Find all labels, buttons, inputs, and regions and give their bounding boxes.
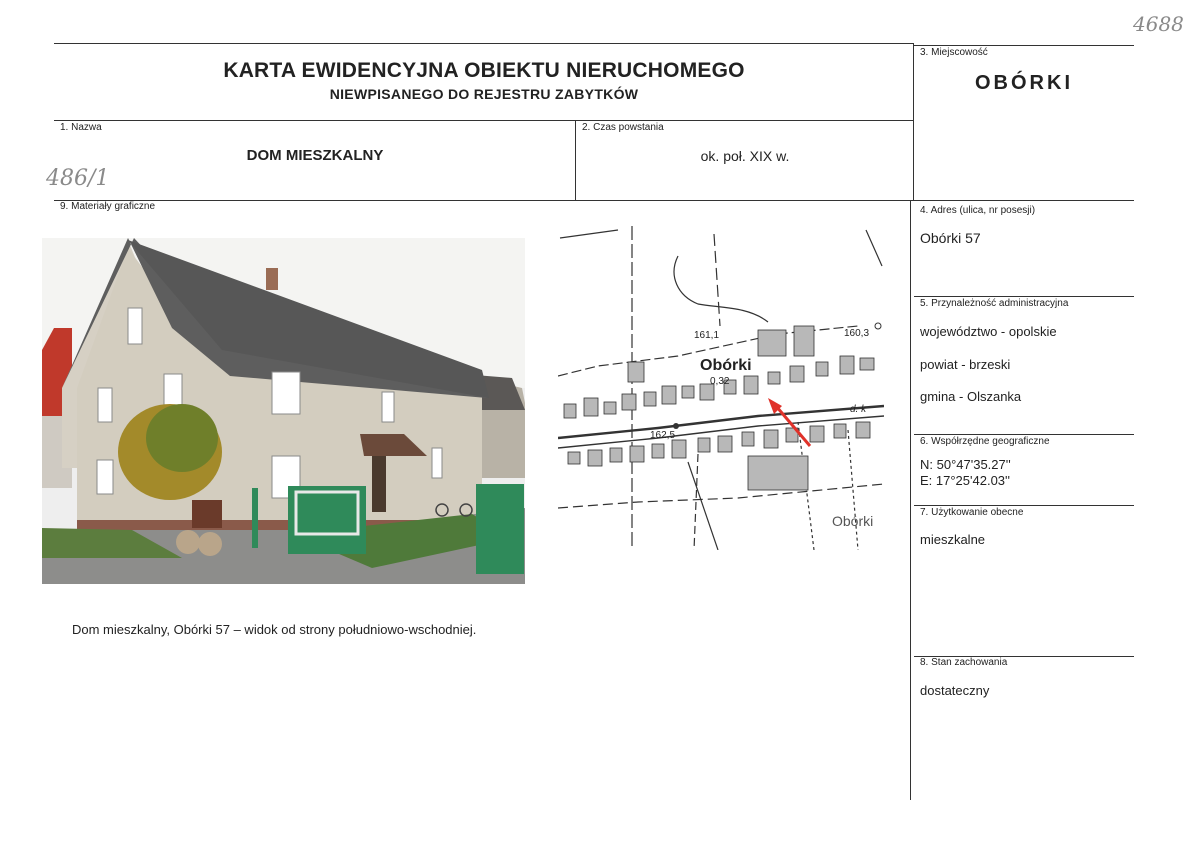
map-elevation-3: 162,5 [650,430,676,441]
condition-label: 8. Stan zachowania [920,657,1008,668]
name-label: 1. Nazwa [60,122,102,133]
condition-value: dostateczny [920,683,990,698]
frame-title-bottom-line [54,120,914,121]
document-title: KARTA EWIDENCYJNA OBIEKTU NIERUCHOMEGO [223,59,745,82]
frame-line-admin [914,296,1134,297]
location-map [558,226,884,550]
frame-top-line [54,43,914,44]
coords-longitude: E: 17°25'42.03'' [920,473,1010,488]
photo-caption: Dom mieszkalny, Obórki 57 – widok od strony południowo-wschodniej. [72,622,477,637]
handwritten-catalog-number: 486/1 [46,166,110,191]
address-value: Obórki 57 [920,230,981,246]
frame-line-usage [914,505,1134,506]
frame-top-line-right [914,45,1134,46]
name-value: DOM MIESZKALNY [246,147,384,164]
usage-value: mieszkalne [920,532,986,547]
coords-label: 6. Współrzędne geograficzne [920,436,1050,447]
frame-fields-bottom-line [54,200,1134,201]
admin-label: 5. Przynależność administracyjna [920,298,1069,309]
admin-commune: gmina - Olszanka [920,389,1022,404]
house-photo [42,238,525,584]
map-place-name-lower: Obórki [832,513,874,529]
graphics-label: 9. Materiały graficzne [60,201,156,212]
map-place-name: Obórki [700,357,752,374]
map-road-label: d. k [850,404,867,415]
handwritten-number: 4688 [1133,12,1184,36]
date-value: ok. poł. XIX w. [700,148,790,164]
address-label: 4. Adres (ulica, nr posesji) [920,205,1036,216]
map-elevation-2: 160,3 [844,328,870,339]
admin-voivodeship: województwo - opolskie [920,324,1057,339]
coords-latitude: N: 50°47'35.27'' [920,457,1011,472]
frame-line-coords [914,434,1134,435]
town-label: 3. Miejscowość [920,47,988,58]
town-value: OBÓRKI [975,72,1073,94]
map-elevation-1: 161,1 [694,330,720,341]
admin-county: powiat - brzeski [920,357,1011,372]
frame-divider-lower [910,200,911,800]
date-label: 2. Czas powstania [582,122,664,133]
document-subtitle: NIEWPISANEGO DO REJESTRU ZABYTKÓW [329,86,639,102]
map-place-value: 0,32 [710,376,730,387]
usage-label: 7. Użytkowanie obecne [920,507,1024,518]
